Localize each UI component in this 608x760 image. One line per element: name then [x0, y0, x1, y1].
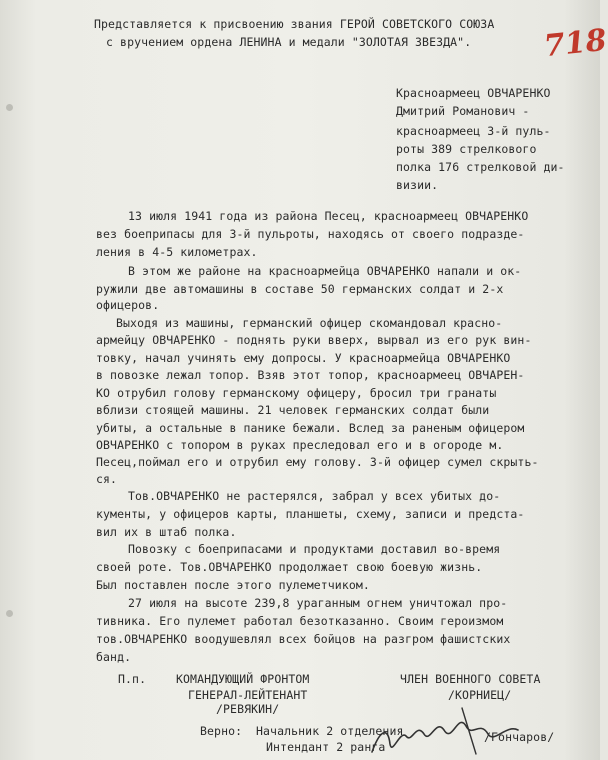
body-line: Песец,поймал его и отрубил ему голову. 3-й офицер сумел скрыть-: [96, 455, 539, 469]
body-line: банд.: [96, 650, 132, 664]
body-line: вблизи стоящей машины. 21 человек германских солдат были: [96, 403, 490, 417]
body-line: ОВЧАРЕНКО с топором в руках преследовал его и в огороде м.: [96, 438, 504, 452]
body-line: ся.: [96, 472, 118, 486]
body-line: 13 июля 1941 года из района Песец, красноармеец ОВЧАРЕНКО: [128, 209, 529, 223]
commander-title: КОМАНДУЮЩИЙ ФРОНТОМ: [176, 672, 310, 686]
body-line: армейцу ОВЧАРЕНКО - поднять руки вверх, вырвал из его рук вин-: [96, 333, 532, 347]
body-line: КО отрубил голову германскому офицеру, бросил три гранаты: [96, 386, 497, 400]
body-line: Выходя из машины, германский офицер скомандовал красно-: [116, 316, 503, 330]
body-line: офицеров.: [96, 298, 160, 312]
nominee-line: красноармеец 3-й пуль-: [396, 124, 551, 138]
punch-hole: [6, 104, 13, 111]
body-line: В этом же районе на красноармейца ОВЧАРЕНКО напали и ок-: [128, 264, 522, 278]
body-line: вез боеприпасы для 3-й пульроты, находясь от своего подразде-: [96, 227, 525, 241]
verified-label: Верно:: [200, 724, 243, 738]
verified-position: Начальник 2 отделения: [256, 724, 404, 738]
body-line: вил их в штаб полка.: [96, 525, 237, 539]
handwritten-page-number: 718: [542, 22, 608, 65]
body-line: своей роте. Тов.ОВЧАРЕНКО продолжает свою боевую жизнь.: [96, 560, 483, 574]
header-line: с вручением ордена ЛЕНИНА и медали "ЗОЛОТАЯ ЗВЕЗДА".: [106, 35, 472, 49]
council-member-name: /КОРНИЕЦ/: [448, 688, 512, 702]
body-line: в повозке лежал топор. Взяв этот топор, красноармеец ОВЧАРЕН-: [96, 368, 525, 382]
verified-name: /Гончаров/: [484, 730, 555, 744]
nominee-line: полка 176 стрелковой ди-: [396, 160, 565, 174]
nominee-line: Красноармеец ОВЧАРЕНКО: [396, 86, 551, 100]
body-line: тов.ОВЧАРЕНКО воодушевлял всех бойцов на разгром фашистских: [96, 632, 511, 646]
body-line: убиты, а остальные в панике бежали. Вслед за раненым офицером: [96, 421, 525, 435]
body-line: Был поставлен после этого пулеметчиком.: [96, 578, 370, 592]
body-line: Тов.ОВЧАРЕНКО не растерялся, забрал у всех убитых до-: [128, 489, 501, 503]
nominee-line: роты 389 стрелкового: [396, 142, 537, 156]
punch-hole: [6, 610, 13, 617]
council-member-title: ЧЛЕН ВОЕННОГО СОВЕТА: [400, 672, 541, 686]
handwritten-signature: [366, 700, 526, 760]
verified-rank: Интендант 2 ранга: [266, 740, 386, 754]
body-line: ружили две автомашины в составе 50 германских солдат и 2-х: [96, 282, 504, 296]
body-line: тивника. Его пулемет работал безотказанно. Своим героизмом: [96, 614, 504, 628]
commander-rank: ГЕНЕРАЛ-ЛЕЙТЕНАНТ: [188, 688, 308, 702]
nominee-line: визии.: [396, 178, 439, 192]
body-line: Повозку с боеприпасами и продуктами доставил во-время: [128, 542, 501, 556]
body-line: товку, начал учинять ему допросы. У красноармейца ОВЧАРЕНКО: [96, 351, 511, 365]
body-line: 27 июля на высоте 239,8 ураганным огнем уничтожал про-: [128, 596, 508, 610]
body-line: кументы, у офицеров карты, планшеты, схему, записи и предста-: [96, 507, 525, 521]
commander-name: /РЕВЯКИН/: [216, 702, 280, 716]
signature-prefix: П.п.: [118, 672, 147, 686]
body-line: ления в 4-5 километрах.: [96, 245, 258, 259]
nominee-line: Дмитрий Романович -: [396, 104, 530, 118]
header-line: Представляется к присвоению звания ГЕРОЙ СОВЕТСКОГО СОЮЗА: [94, 17, 495, 31]
